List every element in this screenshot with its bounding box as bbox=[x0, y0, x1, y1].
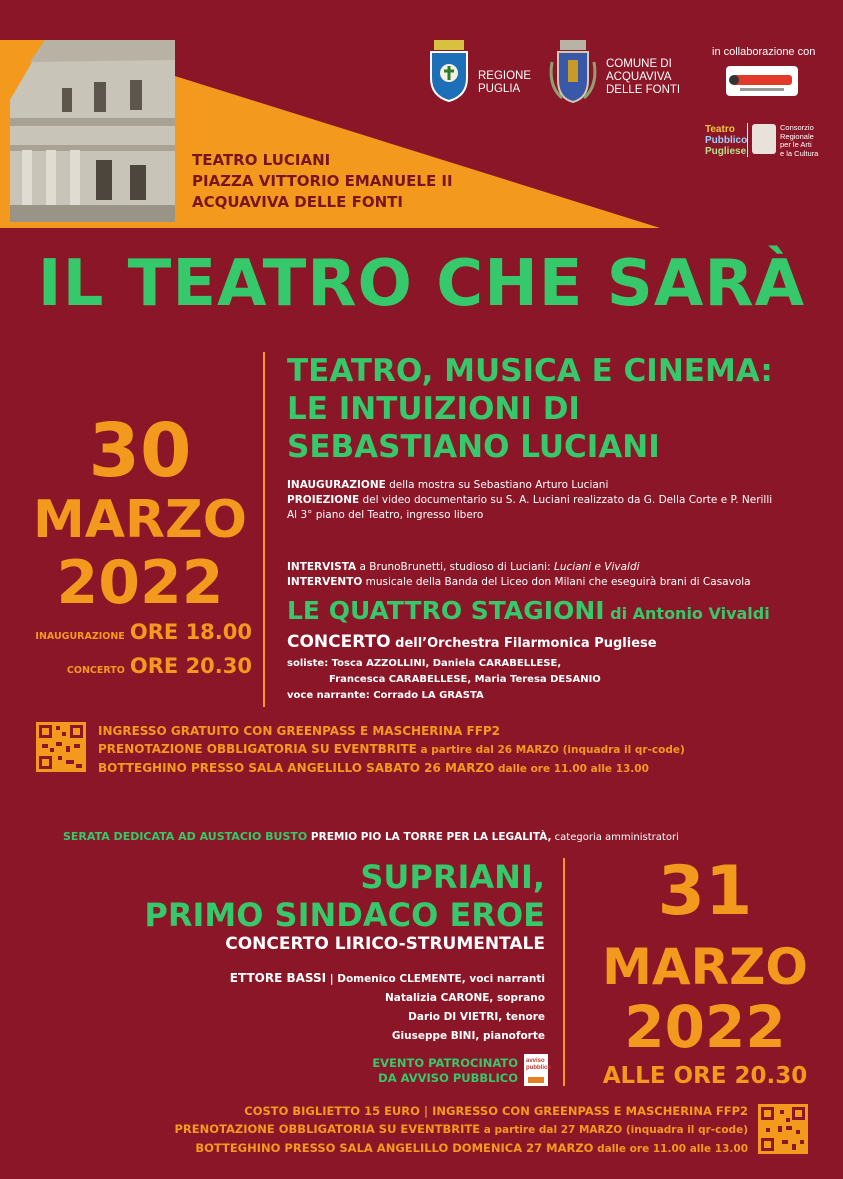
tpp-line-1: Teatro bbox=[705, 124, 735, 135]
narrante-line: voce narrante: Corrado LA GRASTA bbox=[287, 690, 484, 701]
avviso-pubblico-logo-bar bbox=[528, 1077, 544, 1083]
event1-line-4: INTERVISTA a BrunoBrunetti, studioso di Luciani: Luciani e Vivaldi bbox=[287, 561, 640, 573]
event2-subheading: CONCERTO LIRICO-STRUMENTALE bbox=[225, 934, 545, 954]
venue-name: TEATRO LUCIANI bbox=[192, 151, 331, 169]
event2-info bbox=[100, 1102, 748, 1158]
event2-heading-line-2: PRIMO SINDACO EROE bbox=[144, 896, 545, 934]
region-line-2: PUGLIA bbox=[478, 83, 521, 95]
venue-square: PIAZZA VITTORIO EMANUELE II bbox=[192, 172, 453, 190]
consorzio-line-1: Consorzio bbox=[780, 123, 814, 132]
regione-puglia-logo bbox=[428, 40, 470, 102]
consorzio-icon bbox=[752, 124, 776, 154]
dedication-category: categoria amministratori bbox=[551, 832, 679, 843]
event1-program bbox=[287, 478, 832, 523]
event1-heading-line-1: TEATRO, MUSICA E CINEMA: bbox=[287, 353, 773, 389]
event1-heading-line-3: SEBASTIANO LUCIANI bbox=[287, 429, 660, 465]
comune-line-2: ACQUAVIVA bbox=[606, 71, 672, 83]
patron-line-2: DA AVVISO PUBBLICO bbox=[378, 1071, 518, 1085]
event2-heading bbox=[40, 858, 545, 934]
cast-line-4: Giuseppe BINI, pianoforte bbox=[391, 1030, 545, 1042]
event2-qr-code[interactable] bbox=[758, 1104, 808, 1154]
event1-info-line-2: PRENOTAZIONE OBBLIGATORIA SU EVENTBRITE a partire dal 26 MARZO (inquadra il qr-code) bbox=[98, 742, 685, 756]
comune-crest-logo bbox=[548, 38, 598, 106]
event1-divider bbox=[263, 352, 265, 707]
event2-month: MARZO bbox=[602, 938, 808, 996]
event1-concert-time: ORE 20.30 bbox=[129, 654, 252, 678]
event1-program-2 bbox=[287, 560, 832, 590]
event2-day: 31 bbox=[657, 852, 753, 931]
theatre-photo bbox=[10, 40, 175, 222]
event1-inaug-time-row bbox=[12, 620, 252, 644]
associazione-logo bbox=[726, 66, 798, 96]
event1-concert-time-row bbox=[12, 654, 252, 678]
soliste-line-2: Francesca CARABELLESE, Maria Teresa DESANIO bbox=[329, 674, 601, 685]
event1-day: 30 bbox=[88, 408, 192, 494]
consorzio-line-4: e la Cultura bbox=[780, 148, 819, 158]
event2-info-line-3: BOTTEGHINO PRESSO SALA ANGELILLO DOMENICA 27 MARZO dalle ore 11.00 alle 13.00 bbox=[195, 1141, 748, 1155]
cast-line-2: Natalizia CARONE, soprano bbox=[384, 992, 545, 1004]
dedication-name: SERATA DEDICATA AD AUSTACIO BUSTO bbox=[63, 830, 308, 843]
tpp-line-2: Pubblico bbox=[705, 135, 748, 146]
event1-heading-line-2: LE INTUIZIONI DI bbox=[287, 391, 580, 427]
event2-info-line-2: PRENOTAZIONE OBBLIGATORIA SU EVENTBRITE a partire dal 27 MARZO (inquadra il qr-code) bbox=[174, 1122, 748, 1136]
event2-info-line-1: COSTO BIGLIETTO 15 EURO | INGRESSO CON GREENPASS E MASCHERINA FFP2 bbox=[244, 1104, 748, 1118]
event2-time: ALLE ORE 20.30 bbox=[602, 1063, 808, 1089]
event1-line-1: INAUGURAZIONE della mostra su Sebastiano Arturo Luciani bbox=[287, 479, 609, 491]
patron-line-1: EVENTO PATROCINATO bbox=[372, 1056, 518, 1070]
stagioni-author: di Antonio Vivaldi bbox=[604, 604, 770, 623]
consorzio-text bbox=[780, 124, 818, 158]
logo-divider bbox=[747, 123, 748, 157]
consorzio-line-2: Regionale bbox=[780, 131, 814, 141]
dedication-award: PREMIO PIO LA TORRE PER LA LEGALITÀ, bbox=[307, 831, 552, 843]
comune-text bbox=[606, 58, 680, 97]
comune-line-1: COMUNE DI bbox=[606, 58, 672, 70]
event2-cast bbox=[40, 969, 545, 1046]
avviso-pubblico-logo-text: avviso pubblico bbox=[526, 1058, 551, 1071]
event1-line-5: INTERVENTO musicale della Banda del Liceo don Milani che eseguirà brani di Casavola bbox=[287, 576, 751, 588]
event2-year: 2022 bbox=[624, 993, 786, 1061]
avviso-pubblico-logo bbox=[524, 1054, 551, 1086]
consorzio-line-3: per le Arti bbox=[780, 140, 812, 149]
event2-heading-line-1: SUPRIANI, bbox=[360, 858, 545, 896]
event1-year: 2022 bbox=[56, 548, 224, 618]
event1-inaug-time: ORE 18.00 bbox=[129, 620, 252, 644]
event1-stagioni bbox=[287, 596, 770, 625]
event1-performers bbox=[287, 656, 601, 704]
comune-line-3: DELLE FONTI bbox=[606, 84, 681, 96]
collab-label: in collaborazione con bbox=[712, 46, 816, 58]
venue-city: ACQUAVIVA DELLE FONTI bbox=[192, 193, 403, 211]
cast-line-1: ETTORE BASSI | Domenico CLEMENTE, voci narranti bbox=[229, 971, 545, 985]
event2-dedication bbox=[63, 830, 679, 843]
region-line-1: REGIONE bbox=[478, 70, 532, 82]
cast-line-3: Dario DI VIETRI, tenore bbox=[408, 1011, 545, 1023]
event1-qr-code[interactable] bbox=[36, 722, 86, 772]
event2-patron bbox=[300, 1056, 518, 1086]
event2-divider bbox=[563, 858, 565, 1086]
venue-address bbox=[192, 150, 453, 213]
concerto-label: CONCERTO bbox=[287, 632, 391, 652]
event1-info bbox=[98, 722, 685, 778]
event1-concerto bbox=[287, 632, 657, 652]
soliste-line-1: soliste: Tosca AZZOLLINI, Daniela CARABELLESE, bbox=[287, 658, 562, 669]
event1-month: MARZO bbox=[33, 490, 247, 550]
event1-concert-label: CONCERTO bbox=[66, 665, 125, 676]
event1-heading bbox=[287, 352, 773, 466]
event1-info-line-1: INGRESSO GRATUITO CON GREENPASS E MASCHERINA FFP2 bbox=[98, 724, 501, 738]
stagioni-title: LE QUATTRO STAGIONI bbox=[287, 596, 605, 625]
event1-line-2: PROIEZIONE del video documentario su S. A. Luciani realizzato da G. Della Corte e P. Nerilli bbox=[287, 494, 773, 506]
event1-inaug-label: INAUGURAZIONE bbox=[35, 631, 125, 642]
main-title: IL TEATRO CHE SARÀ bbox=[37, 247, 806, 321]
tpp-logo bbox=[705, 124, 747, 157]
concerto-orchestra: dell’Orchestra Filarmonica Pugliese bbox=[390, 636, 657, 651]
regione-puglia-text bbox=[478, 70, 531, 96]
tpp-line-3: Pugliese bbox=[705, 146, 747, 157]
event1-info-line-3: BOTTEGHINO PRESSO SALA ANGELILLO SABATO 26 MARZO dalle ore 11.00 alle 13.00 bbox=[98, 761, 649, 775]
event1-line-3: Al 3° piano del Teatro, ingresso libero bbox=[287, 509, 484, 521]
